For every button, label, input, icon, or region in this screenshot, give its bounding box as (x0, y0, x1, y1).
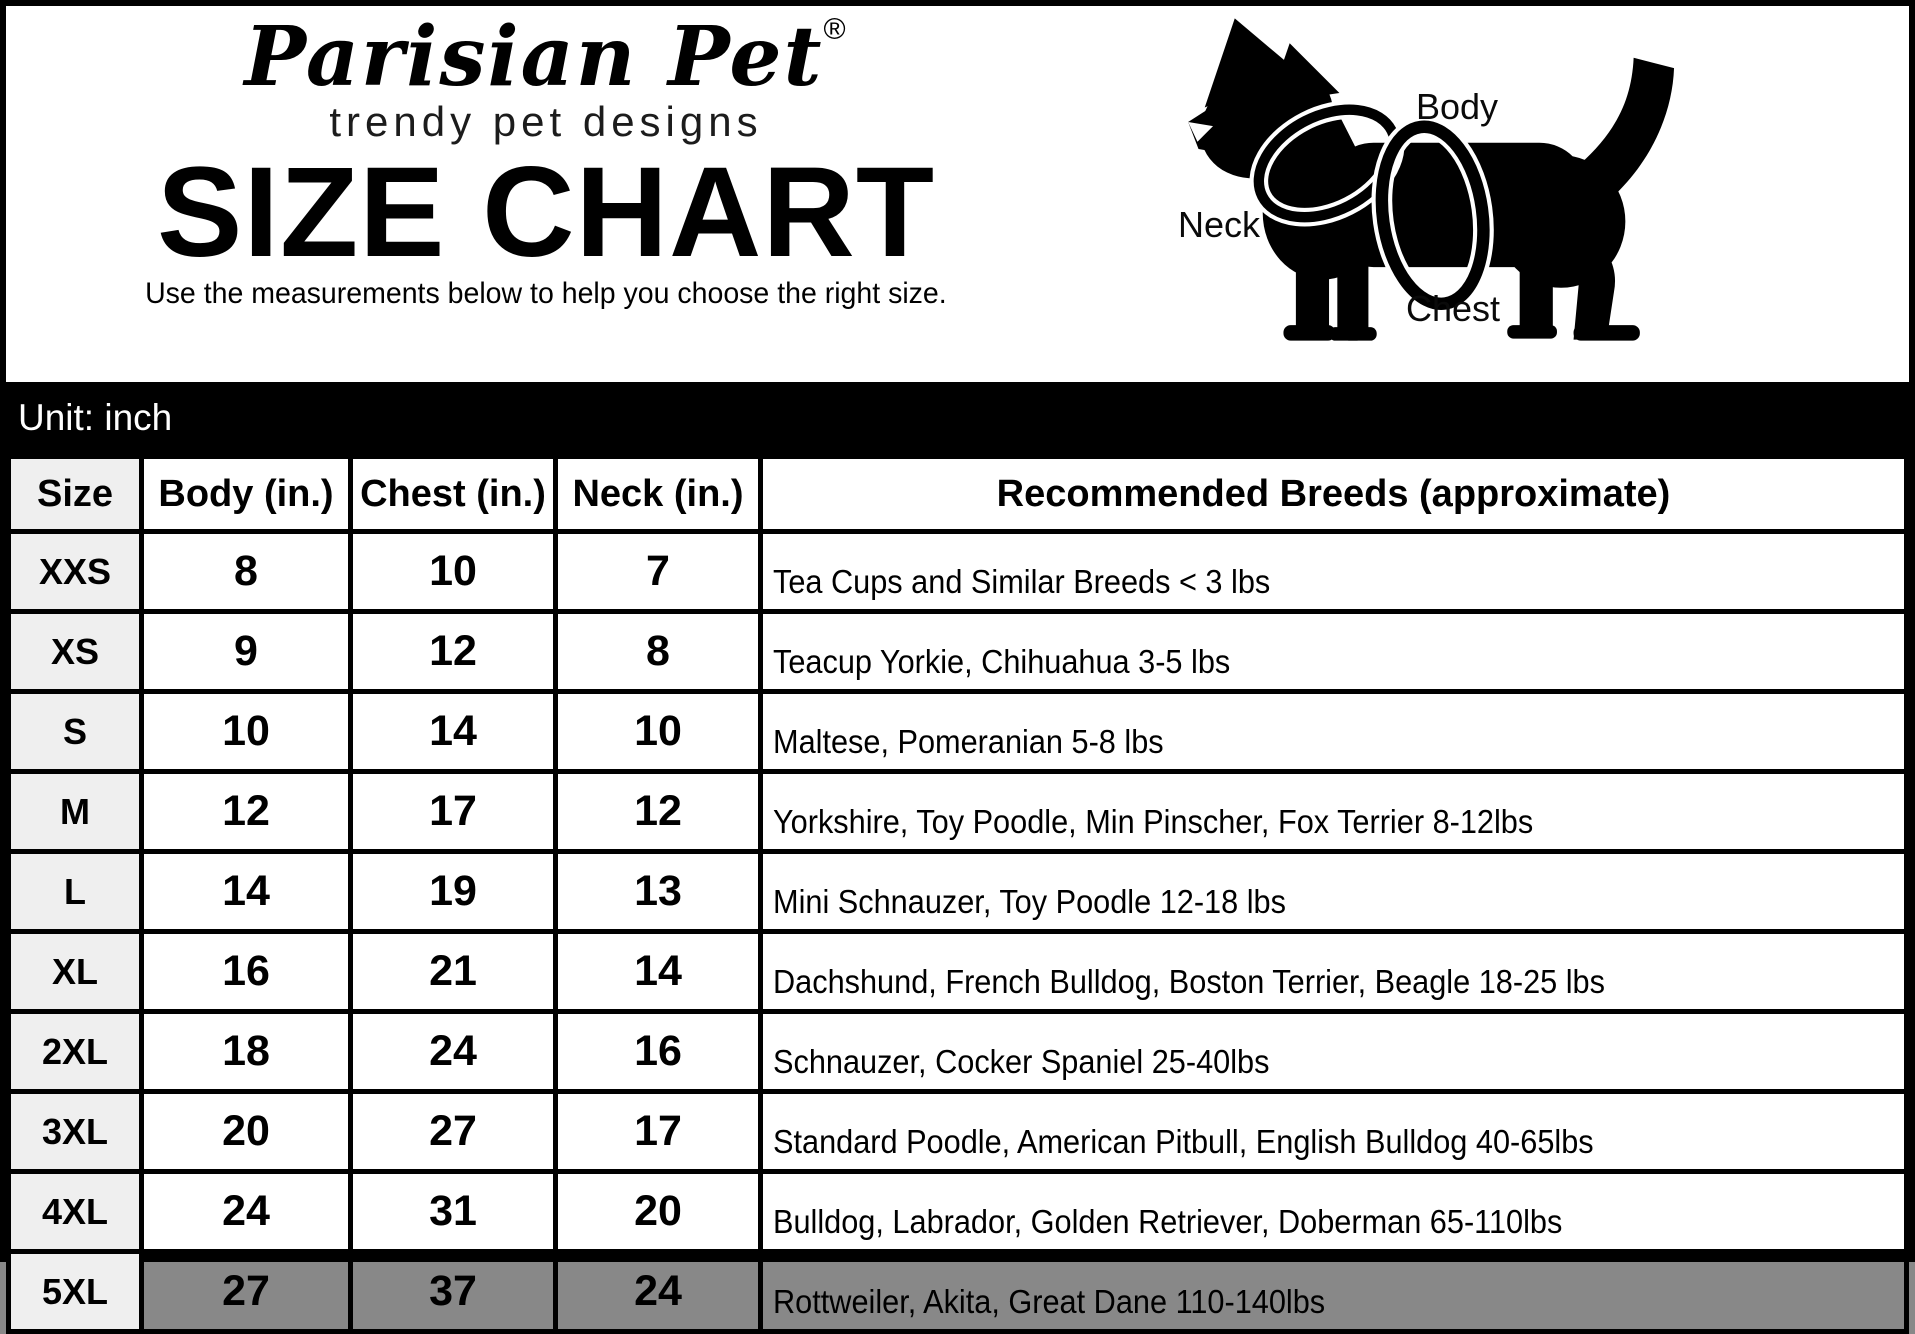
table-row (9, 772, 1907, 852)
breeds-text: Teacup Yorkie, Chihuahua 3-5 lbs (773, 643, 1231, 680)
table-row (9, 612, 1907, 692)
row-chest-cell: 21 (351, 932, 556, 1012)
row-size-cell: M (9, 772, 142, 852)
row-breeds-cell (761, 532, 1907, 612)
table-row (9, 532, 1907, 612)
row-breeds-cell (761, 1172, 1907, 1252)
neck-measure-label: Neck (1178, 204, 1261, 245)
row-body-cell: 16 (142, 932, 351, 1012)
header-section (6, 6, 1909, 382)
row-body-cell: 14 (142, 852, 351, 932)
row-neck-cell: 13 (556, 852, 761, 932)
breeds-text: Mini Schnauzer, Toy Poodle 12-18 lbs (773, 883, 1286, 920)
row-body-cell: 9 (142, 612, 351, 692)
body-measure-label: Body (1416, 86, 1499, 127)
row-neck-cell: 24 (556, 1252, 761, 1332)
size-table (6, 454, 1909, 1334)
column-header-breeds: Recommended Breeds (approximate) (761, 457, 1907, 532)
row-chest-cell: 17 (351, 772, 556, 852)
row-neck-cell: 12 (556, 772, 761, 852)
column-header-size: Size (9, 457, 142, 532)
breeds-text: Yorkshire, Toy Poodle, Min Pinscher, Fox Terrier 8-12lbs (773, 803, 1534, 840)
row-size-cell: 3XL (9, 1092, 142, 1172)
row-breeds-cell (761, 692, 1907, 772)
row-neck-cell: 7 (556, 532, 761, 612)
row-chest-cell: 14 (351, 692, 556, 772)
row-chest-cell: 10 (351, 532, 556, 612)
size-table-header (9, 457, 1907, 532)
row-neck-cell: 10 (556, 692, 761, 772)
table-row (9, 932, 1907, 1012)
size-table-body (9, 532, 1907, 1332)
breeds-text: Bulldog, Labrador, Golden Retriever, Doberman 65-110lbs (773, 1203, 1563, 1240)
breeds-text: Maltese, Pomeranian 5-8 lbs (773, 723, 1164, 760)
column-header-body: Body (in.) (142, 457, 351, 532)
row-neck-cell: 20 (556, 1172, 761, 1252)
unit-bar-label: Unit: inch (18, 397, 173, 438)
brand-block (101, 9, 991, 311)
row-breeds-cell (761, 852, 1907, 932)
row-breeds-cell (761, 932, 1907, 1012)
row-body-cell: 8 (142, 532, 351, 612)
row-breeds-cell (761, 1092, 1907, 1172)
row-chest-cell: 27 (351, 1092, 556, 1172)
table-row (9, 1012, 1907, 1092)
row-size-cell: 5XL (9, 1252, 142, 1332)
row-body-cell: 27 (142, 1252, 351, 1332)
row-breeds-cell (761, 772, 1907, 852)
row-body-cell: 10 (142, 692, 351, 772)
row-size-cell: L (9, 852, 142, 932)
row-size-cell: XXS (9, 532, 142, 612)
breeds-text: Tea Cups and Similar Breeds < 3 lbs (773, 563, 1271, 600)
row-chest-cell: 24 (351, 1012, 556, 1092)
row-body-cell: 18 (142, 1012, 351, 1092)
row-size-cell: 2XL (9, 1012, 142, 1092)
row-size-cell: 4XL (9, 1172, 142, 1252)
row-body-cell: 20 (142, 1092, 351, 1172)
row-neck-cell: 8 (556, 612, 761, 692)
unit-bar (6, 382, 1909, 454)
row-chest-cell: 12 (351, 612, 556, 692)
table-row (9, 1092, 1907, 1172)
registered-trademark: ® (823, 13, 848, 46)
column-header-neck: Neck (in.) (556, 457, 761, 532)
row-breeds-cell (761, 1012, 1907, 1092)
row-neck-cell: 14 (556, 932, 761, 1012)
page-subtitle: Use the measurements below to help you choose the right size. (145, 277, 947, 311)
breeds-text: Rottweiler, Akita, Great Dane 110-140lbs (773, 1283, 1326, 1320)
chest-measure-label: Chest (1406, 288, 1501, 329)
brand-name-text: Parisian Pet (244, 9, 824, 105)
breeds-text: Standard Poodle, American Pitbull, English Bulldog 40-65lbs (773, 1123, 1594, 1160)
row-chest-cell: 31 (351, 1172, 556, 1252)
table-row (9, 692, 1907, 772)
row-size-cell: XS (9, 612, 142, 692)
row-neck-cell: 17 (556, 1092, 761, 1172)
row-breeds-cell (761, 612, 1907, 692)
row-size-cell: S (9, 692, 142, 772)
measurement-diagram (1134, 6, 1694, 351)
row-chest-cell: 19 (351, 852, 556, 932)
page-title: SIZE CHART (157, 140, 935, 284)
table-row (9, 1252, 1907, 1332)
header-row (9, 457, 1907, 532)
row-chest-cell: 37 (351, 1252, 556, 1332)
table-row (9, 1172, 1907, 1252)
breeds-text: Dachshund, French Bulldog, Boston Terrier, Beagle 18-25 lbs (773, 963, 1605, 1000)
column-header-chest: Chest (in.) (351, 457, 556, 532)
row-size-cell: XL (9, 932, 142, 1012)
row-breeds-cell (761, 1252, 1907, 1332)
row-neck-cell: 16 (556, 1012, 761, 1092)
brand-name (101, 9, 991, 105)
row-body-cell: 12 (142, 772, 351, 852)
brand-tagline: trendy pet designs (329, 97, 763, 145)
row-body-cell: 24 (142, 1172, 351, 1252)
breeds-text: Schnauzer, Cocker Spaniel 25-40lbs (773, 1043, 1270, 1080)
table-row (9, 852, 1907, 932)
